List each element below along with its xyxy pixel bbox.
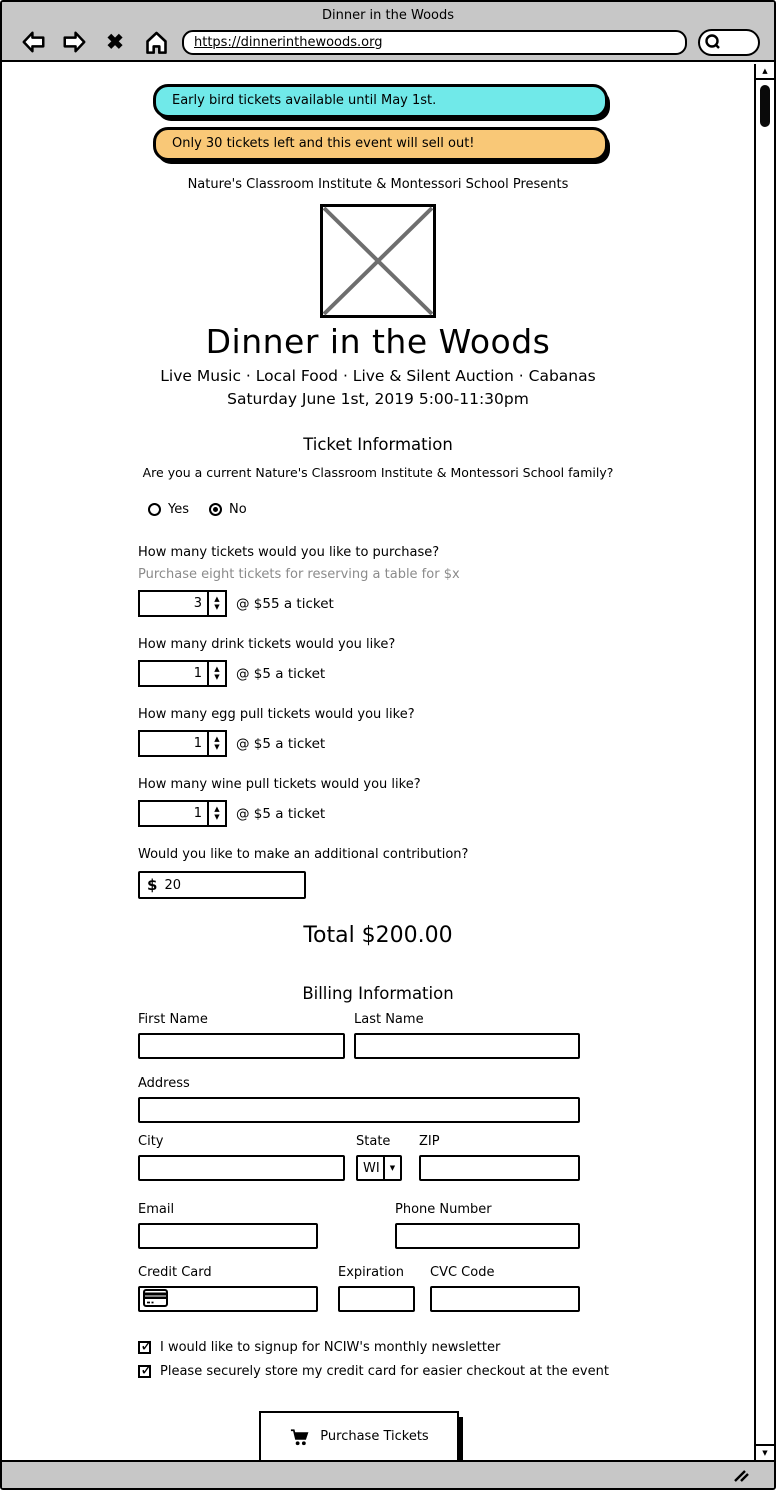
ticket-qty-value: 3 bbox=[193, 596, 202, 611]
state-selected-value: WI bbox=[363, 1161, 380, 1176]
total-text: Total $200.00 bbox=[303, 923, 453, 948]
egg-pull-question: How many egg pull tickets would you like? bbox=[138, 707, 415, 722]
ticket-price-text: @ $55 a ticket bbox=[236, 595, 334, 612]
phone-label: Phone Number bbox=[395, 1202, 492, 1217]
last-name-input[interactable] bbox=[354, 1033, 580, 1059]
home-button[interactable] bbox=[141, 27, 171, 57]
scrollbar-down-button[interactable] bbox=[756, 1444, 774, 1460]
alert-banners bbox=[153, 84, 608, 161]
ticket-quantity-section bbox=[138, 545, 580, 899]
event-image-placeholder bbox=[320, 204, 436, 318]
radio-no-label: No bbox=[229, 502, 247, 517]
check-icon: ✓ bbox=[140, 1360, 154, 1379]
purchase-section bbox=[138, 1411, 580, 1460]
scrollbar-thumb[interactable] bbox=[760, 85, 770, 127]
radio-no[interactable] bbox=[209, 502, 247, 517]
email-input[interactable] bbox=[138, 1223, 318, 1249]
page-title: Dinner in the Woods bbox=[205, 322, 551, 361]
cvc-label: CVC Code bbox=[430, 1265, 495, 1280]
egg-pull-stepper-buttons[interactable] bbox=[207, 732, 225, 755]
billing-info-heading: Billing Information bbox=[302, 984, 454, 1003]
city-label: City bbox=[138, 1134, 164, 1149]
stepper-down-icon: ▼ bbox=[214, 672, 220, 681]
wine-pull-qty-value: 1 bbox=[193, 806, 202, 821]
stop-icon: ✖ bbox=[106, 30, 124, 54]
purchase-button-label: Purchase Tickets bbox=[320, 1429, 429, 1444]
store-card-checkbox-label: Please securely store my credit card for easier checkout at the event bbox=[160, 1364, 609, 1379]
search-button[interactable] bbox=[698, 29, 760, 56]
check-icon: ✓ bbox=[140, 1336, 154, 1355]
alert-banner-tickets-left: Only 30 tickets left and this event will sell out! bbox=[153, 127, 608, 161]
state-select[interactable] bbox=[356, 1155, 402, 1181]
last-name-label: Last Name bbox=[354, 1012, 424, 1027]
dollar-icon: $ bbox=[147, 876, 158, 894]
radio-yes-circle-icon bbox=[148, 503, 161, 516]
ticket-qty-stepper[interactable] bbox=[138, 590, 227, 617]
drink-tickets-question: How many drink tickets would you like? bbox=[138, 637, 396, 652]
webpage bbox=[2, 64, 774, 1460]
store-card-checkbox[interactable] bbox=[138, 1360, 754, 1379]
url-bar bbox=[182, 30, 687, 55]
drink-price-text: @ $5 a ticket bbox=[236, 665, 326, 682]
event-datetime: Saturday June 1st, 2019 5:00-11:30pm bbox=[227, 390, 529, 408]
back-arrow-icon bbox=[20, 29, 47, 55]
scroll-up-icon: ▲ bbox=[762, 66, 768, 75]
drink-qty-stepper-buttons[interactable] bbox=[207, 662, 225, 685]
checkbox-checked-icon bbox=[138, 1360, 154, 1379]
family-question: Are you a current Nature's Classroom Institute & Montessori School family? bbox=[142, 465, 614, 480]
window-title: Dinner in the Woods bbox=[321, 8, 455, 23]
credit-card-label: Credit Card bbox=[138, 1265, 212, 1280]
address-label: Address bbox=[138, 1076, 190, 1091]
alert-banner-early-bird: Early bird tickets available until May 1st. bbox=[153, 84, 608, 118]
stepper-down-icon: ▼ bbox=[214, 812, 220, 821]
resize-handle-icon[interactable] bbox=[734, 1469, 750, 1482]
drink-qty-value: 1 bbox=[193, 666, 202, 681]
wine-pull-qty-stepper[interactable] bbox=[138, 800, 227, 827]
ticket-qty-stepper-buttons[interactable] bbox=[207, 592, 225, 615]
wine-pull-stepper-buttons[interactable] bbox=[207, 802, 225, 825]
email-label: Email bbox=[138, 1202, 175, 1217]
browser-titlebar bbox=[2, 2, 774, 62]
wine-pull-question: How many wine pull tickets would you like? bbox=[138, 777, 421, 792]
newsletter-checkbox[interactable] bbox=[138, 1336, 754, 1355]
expiration-input[interactable] bbox=[338, 1286, 415, 1312]
forward-arrow-icon bbox=[61, 29, 88, 55]
zip-input[interactable] bbox=[419, 1155, 580, 1181]
radio-yes[interactable] bbox=[148, 502, 189, 517]
image-placeholder-icon bbox=[320, 204, 436, 318]
zip-label: ZIP bbox=[419, 1134, 440, 1149]
state-label: State bbox=[356, 1134, 391, 1149]
city-input[interactable] bbox=[138, 1155, 345, 1181]
home-icon bbox=[143, 29, 170, 56]
shopping-cart-icon bbox=[289, 1427, 312, 1447]
window-statusbar bbox=[2, 1460, 774, 1488]
purchase-tickets-button[interactable] bbox=[259, 1411, 459, 1460]
contribution-field[interactable] bbox=[138, 871, 306, 899]
stop-button[interactable] bbox=[100, 27, 130, 57]
search-icon bbox=[703, 32, 723, 52]
stepper-down-icon: ▼ bbox=[214, 742, 220, 751]
consent-section bbox=[138, 1336, 754, 1379]
vertical-scrollbar[interactable] bbox=[754, 64, 774, 1460]
first-name-input[interactable] bbox=[138, 1033, 345, 1059]
newsletter-checkbox-label: I would like to signup for NCIW's monthly newsletter bbox=[160, 1340, 501, 1355]
credit-card-icon bbox=[143, 1289, 168, 1307]
cvc-input[interactable] bbox=[430, 1286, 580, 1312]
radio-yes-label: Yes bbox=[168, 502, 189, 517]
ticket-info-heading: Ticket Information bbox=[303, 435, 453, 454]
address-input[interactable] bbox=[138, 1097, 580, 1123]
contribution-question: Would you like to make an additional contribution? bbox=[138, 847, 469, 862]
radio-no-circle-icon bbox=[209, 503, 222, 516]
browser-toolbar bbox=[2, 23, 774, 57]
stepper-up-icon: ▲ bbox=[214, 804, 220, 813]
drink-qty-stepper[interactable] bbox=[138, 660, 227, 687]
scroll-down-icon: ▼ bbox=[762, 1448, 768, 1457]
egg-pull-qty-value: 1 bbox=[193, 736, 202, 751]
back-button[interactable] bbox=[18, 27, 48, 57]
stepper-up-icon: ▲ bbox=[214, 594, 220, 603]
billing-form bbox=[138, 1012, 580, 1312]
tickets-question: How many tickets would you like to purchase? bbox=[138, 545, 440, 560]
scrollbar-up-button[interactable] bbox=[756, 64, 774, 80]
presents-text: Nature's Classroom Institute & Montessori School Presents bbox=[187, 177, 569, 192]
forward-button[interactable] bbox=[59, 27, 89, 57]
phone-input[interactable] bbox=[395, 1223, 580, 1249]
egg-pull-price-text: @ $5 a ticket bbox=[236, 735, 326, 752]
stepper-up-icon: ▲ bbox=[214, 734, 220, 743]
table-reservation-note: Purchase eight tickets for reserving a table for $x bbox=[138, 567, 460, 582]
expiration-label: Expiration bbox=[338, 1265, 404, 1280]
chevron-down-icon: ▼ bbox=[383, 1157, 400, 1179]
first-name-label: First Name bbox=[138, 1012, 208, 1027]
contribution-input[interactable] bbox=[164, 878, 334, 893]
event-tagline: Live Music · Local Food · Live & Silent Auction · Cabanas bbox=[160, 367, 596, 385]
wine-pull-price-text: @ $5 a ticket bbox=[236, 805, 326, 822]
stepper-up-icon: ▲ bbox=[214, 664, 220, 673]
browser-viewport bbox=[2, 64, 774, 1460]
checkbox-checked-icon bbox=[138, 1336, 154, 1355]
url-input[interactable] bbox=[194, 35, 675, 50]
family-radio-group bbox=[148, 502, 754, 517]
stepper-down-icon: ▼ bbox=[214, 602, 220, 611]
egg-pull-qty-stepper[interactable] bbox=[138, 730, 227, 757]
